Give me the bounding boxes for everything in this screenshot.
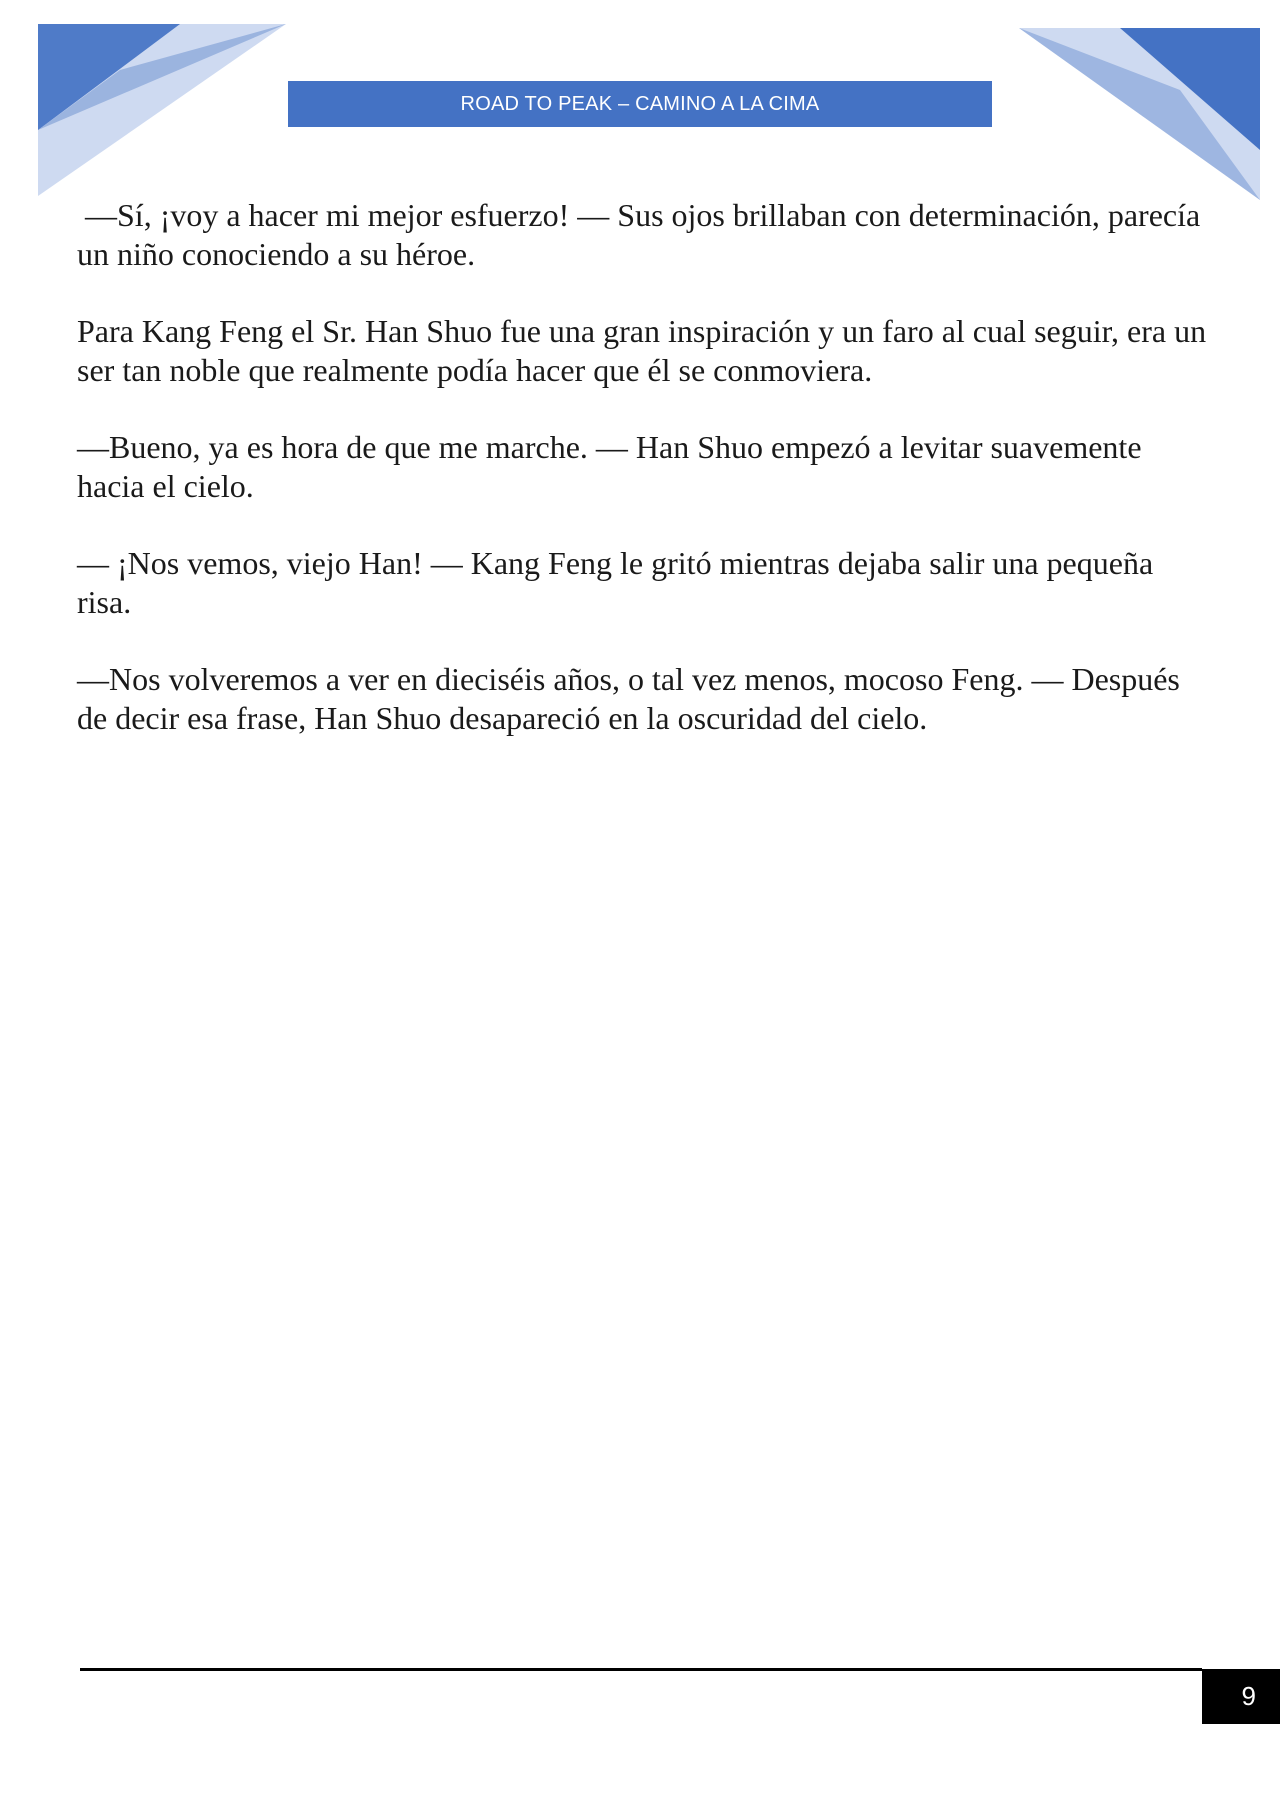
page-number: 9	[1241, 1681, 1256, 1711]
paragraph: —Sí, ¡voy a hacer mi mejor esfuerzo! — Sus ojos brillaban con determinación, parecía un niño conociendo a su héroe.	[77, 197, 1209, 272]
footer-rule	[80, 1668, 1202, 1671]
paragraph: —Nos volveremos a ver en dieciséis años, o tal vez menos, mocoso Feng. — Después de decir esa frase, Han Shuo desapareció en la oscuridad del cielo.	[77, 661, 1180, 736]
corner-decoration-right	[980, 0, 1280, 210]
paragraph: — ¡Nos vemos, viejo Han! — Kang Feng le gritó mientras dejaba salir una pequeña risa.	[77, 545, 1154, 620]
running-header	[288, 81, 992, 127]
paragraph: —Bueno, ya es hora de que me marche. — Han Shuo empezó a levitar suavemente hacia el cielo.	[77, 429, 1142, 504]
paragraph: Para Kang Feng el Sr. Han Shuo fue una gran inspiración y un faro al cual seguir, era un ser tan noble que realmente podía hacer que él se conmoviera.	[77, 313, 1207, 388]
page-number-box	[1202, 1669, 1280, 1724]
running-header-title: ROAD TO PEAK – CAMINO A LA CIMA	[460, 92, 820, 115]
page-body	[77, 196, 1207, 776]
corner-decoration-left	[0, 0, 300, 200]
